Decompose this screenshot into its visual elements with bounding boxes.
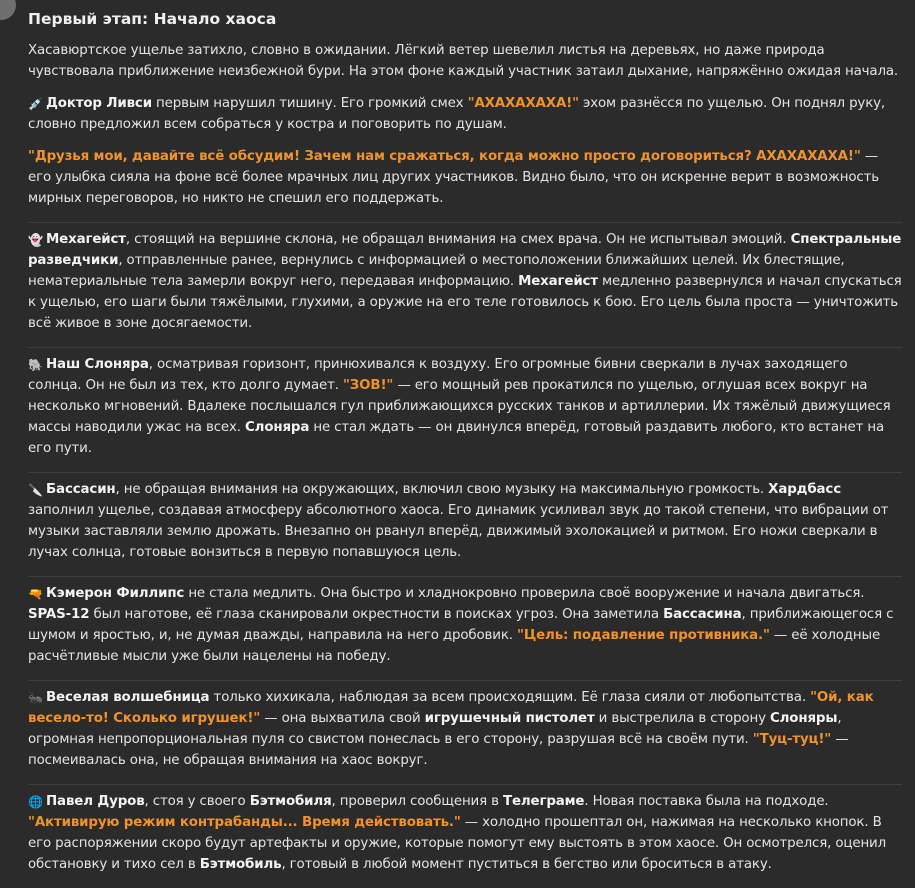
character-name: Наш Слоняра [46,357,149,372]
intro-paragraph: Хасавюртское ущелье затихло, словно в ожидании. Лёгкий ветер шевелил листья на деревьях, но даже природа чувствовала приближение неизбежной бури. На этом фоне каждый участник затаил дыхание, напряжённо ожидая начала. [28,43,899,79]
quote-text: "ЗОВ!" [342,378,394,393]
narration-text: — посмеивалась она, не обращая внимания на хаос вокруг. [28,732,849,768]
narration-text: — она выхватила свой [260,711,425,726]
character-section [28,680,902,784]
ghost-icon: 👻 [28,233,43,247]
quote-text: "АХАХАХАХА!" [467,96,579,111]
character-name: Слоняры [769,711,838,726]
character-section [28,222,902,347]
narration-text: — его улыбка сияла на фоне всё более мрачных лиц других участников. Видно было, что он искренне верит в возможность мирных переговоров, но никто не спешил его поддержать. [28,149,879,206]
character-name: Бассасина [663,607,742,622]
character-name: Мехагейст [518,274,598,289]
narration-text: и выстрелила в сторону [594,711,770,726]
narration-text: , огромная непропорциональная пуля со свистом понеслась в его сторону, разрушая всё на своём пути. [28,711,842,747]
chat-message-content [28,8,902,888]
section-paragraph [28,229,902,334]
character-name: Мехагейст [46,232,126,247]
character-name: Хардбасс [768,482,841,497]
narration-text: , стоя у своего [144,794,250,809]
character-section [28,784,902,888]
ant-icon: 🐜 [28,691,43,705]
narration-text: , осматривая горизонт, принюхивался к воздуху. Его огромные бивни сверкали в лучах заходящего солнца. Он не был из тех, кто долго думает. [28,357,848,393]
narration-text: медленно развернулся и начал спускаться к ущелью, его шаги были тяжёлыми, глухими, а оружие на его теле готовилось к бою. Его цель была проста — уничтожить всё живое в зоне досягаемости. [28,274,902,331]
quote-text: "Активирую режим контрабанды... Время действовать." [28,815,461,830]
quote-text: "Друзья мои, давайте всё обсудим! Зачем нам сражаться, когда можно просто договориться? АХАХАХАХА!" [28,149,861,164]
character-name: Телеграме [502,794,585,809]
section-paragraph [28,146,902,209]
character-section [28,472,902,576]
narration-text: заполнил ущелье, создавая атмосферу абсолютного хаоса. Его динамик усиливал звук до такой степени, что вибрации от музыки заставляли землю дрожать. Внезапно он рванул вперёд, движимый эхолокацией и ритмом. Его ножи сверкали в лучах солнца, готовые вонзиться в первую попавшуюся цель. [28,503,889,560]
elephant-icon: 🐘 [28,358,43,372]
character-name: Бэтмобиль [199,857,282,872]
section-paragraph [28,479,902,563]
character-name: Кэмерон Филлипс [46,586,185,601]
stage-title: Первый этап: Начало хаоса [28,10,277,28]
character-name: Спектральные разведчики [28,232,902,268]
globe-icon: 🌐 [28,795,43,809]
narration-text: . Новая поставка была на подходе. [584,794,829,809]
narration-text: не стал ждать — он двинулся вперёд, готовый раздавить любого, кто встанет на его пути. [28,420,885,456]
narration-text: — его мощный рев прокатился по ущелью, оглушая всех вокруг на несколько мгновений. Вдалеке послышался гул приближающихся русских танков и артиллерии. Их тяжёлый движущиеся массы наводили ужас на всех. [28,378,891,435]
narration-text: был наготове, её глаза сканировали окрестности в поисках угроз. Она заметила [89,607,664,622]
character-name: Бэтмобиля [249,794,332,809]
narration-text: , отправленные ранее, вернулись с информацией о местоположении ближайших целей. Их блестящие, нематериальные тела замерли вокруг него, передавая информацию. [28,253,845,289]
narration-text: не стала медлить. Она быстро и хладнокровно проверила своё вооружение и начала двигаться. [184,586,865,601]
character-sections [28,93,902,888]
narration-text: , не обращая внимания на окружающих, включил свою музыку на максимальную громкость. [115,482,769,497]
character-name: Веселая волшебница [46,690,210,705]
narration-text: , проверил сообщения в [331,794,503,809]
narration-text: — холодно прошептал он, нажимая на несколько кнопок. В его распоряжении скоро будут артефакты и оружие, которые помогут ему выстоять в этом хаосе. Он осмотрелся, оценил обстановку и тихо сел в [28,815,887,872]
character-name: SPAS-12 [28,607,90,622]
character-name: Бассасин [46,482,116,497]
intro-block [28,40,902,82]
character-section [28,93,902,222]
narration-text: — её холодные расчётливые мысли уже были нацелены на победу. [28,628,881,664]
section-paragraph [28,791,902,875]
quote-text: "Ой, как весело-то! Сколько игрушек!" [28,690,874,726]
narration-text: только хихикала, наблюдая за всем происходящим. Её глаза сияли от любопытства. [209,690,811,705]
character-name: Доктор Ливси [46,96,152,111]
section-paragraph [28,354,902,459]
section-paragraph [28,93,902,135]
character-name: Слоняра [245,420,310,435]
quote-text: "Цель: подавление противника." [517,628,770,643]
quote-text: "Туц-туц!" [752,732,832,747]
character-section [28,347,902,472]
section-paragraph [28,583,902,667]
narration-text: эхом разнёсся по ущелью. Он поднял руку, словно предложил всем собраться у костра и поговорить по душам. [28,96,886,132]
narration-text: , приближающегося с шумом и яростью, и, не думая дважды, направила на него дробовик. [28,607,894,643]
section-paragraph [28,687,902,771]
narration-text: первым нарушил тишину. Его громкий смех [151,96,468,111]
knife-icon: 🔪 [28,483,43,497]
syringe-icon: 💉 [28,97,43,111]
avatar [0,0,16,20]
character-section [28,576,902,680]
character-name: Павел Дуров [46,794,145,809]
character-name: игрушечный пистолет [424,711,595,726]
water-gun-icon: 🔫 [28,587,43,601]
narration-text: , стоящий на вершине склона, не обращал внимания на смех врача. Он не испытывал эмоций. [125,232,791,247]
narration-text: , готовый в любой момент пуститься в бегство или броситься в атаку. [281,857,772,872]
